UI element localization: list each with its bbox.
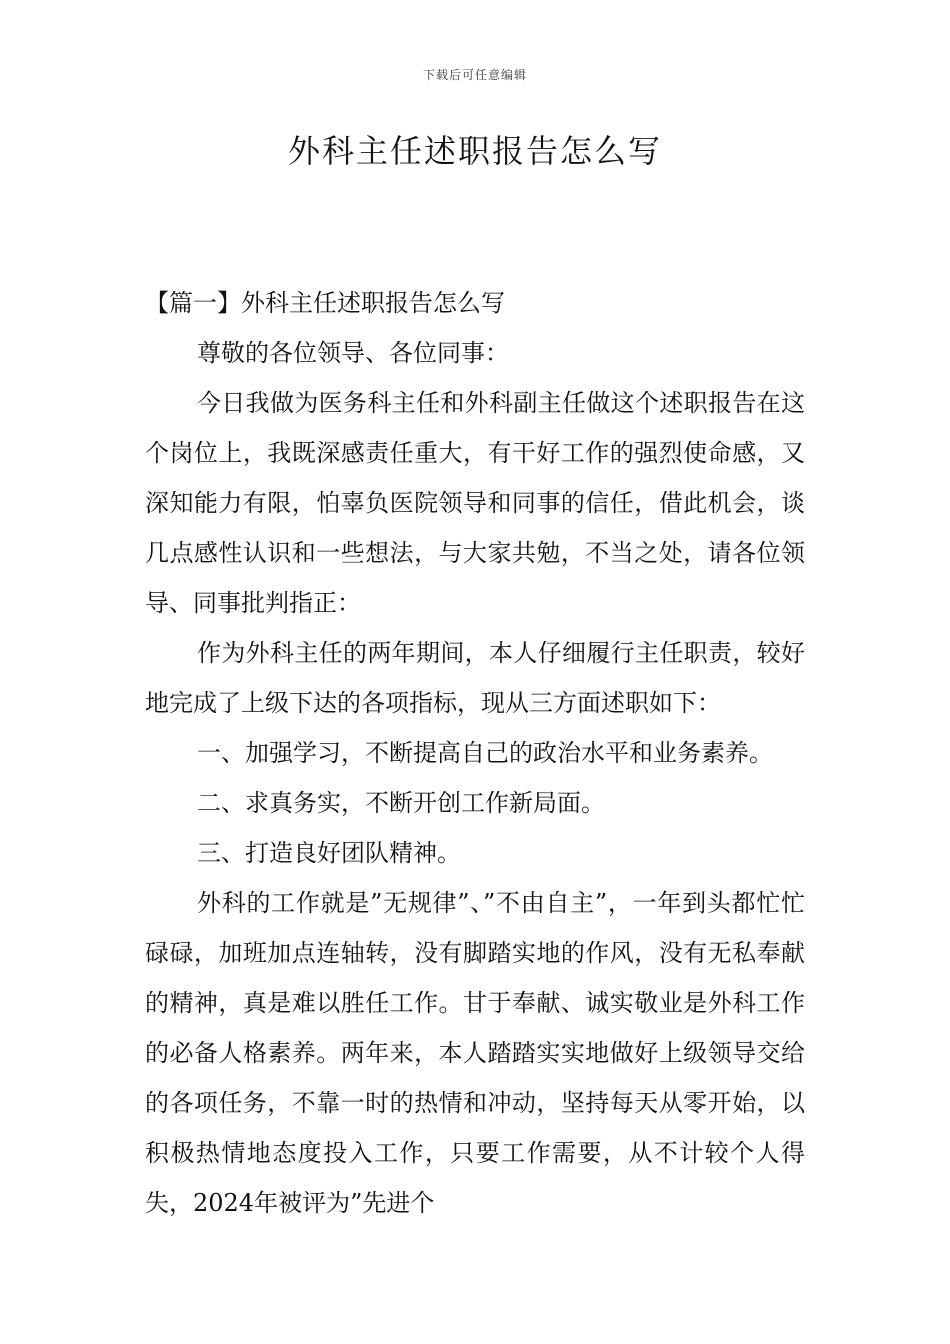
point-one: 一、加强学习，不断提高自己的政治水平和业务素养。	[197, 739, 773, 767]
salutation-paragraph: 尊敬的各位领导、各位同事：	[197, 339, 509, 367]
overview-paragraph: 作为外科主任的两年期间，本人仔细履行主任职责，较好地完成了上级下达的各项指标，现从三方面述职如下：	[145, 639, 805, 717]
document-title: 外科主任述职报告怎么写	[287, 132, 662, 170]
section-heading: 【篇一】外科主任述职报告怎么写	[145, 289, 505, 317]
point-two: 二、求真务实，不断开创工作新局面。	[197, 789, 605, 817]
point-three: 三、打造良好团队精神。	[197, 839, 461, 867]
body-paragraph: 外科的工作就是”无规律”、”不由自主”，一年到头都忙忙碌碌，加班加点连轴转，没有脚踏实地的作风，没有无私奉献的精神，真是难以胜任工作。甘于奉献、诚实敬业是外科工作的必备人格素养。两年来，本人踏踏实实地做好上级领导交给的各项任务，不靠一时的热情和冲动，坚持每天从零开始，以积极热情地态度投入工作，只要工作需要，从不计较个人得失，2024年被评为”先进个	[145, 889, 805, 1217]
page-header-note: 下载后可任意编辑	[422, 68, 527, 82]
intro-paragraph: 今日我做为医务科主任和外科副主任做这个述职报告在这个岗位上，我既深感责任重大，有干好工作的强烈使命感，又深知能力有限，怕辜负医院领导和同事的信任，借此机会，谈几点感性认识和一些想法，与大家共勉，不当之处，请各位领导、同事批判指正：	[145, 389, 805, 617]
document-body	[145, 278, 805, 1228]
